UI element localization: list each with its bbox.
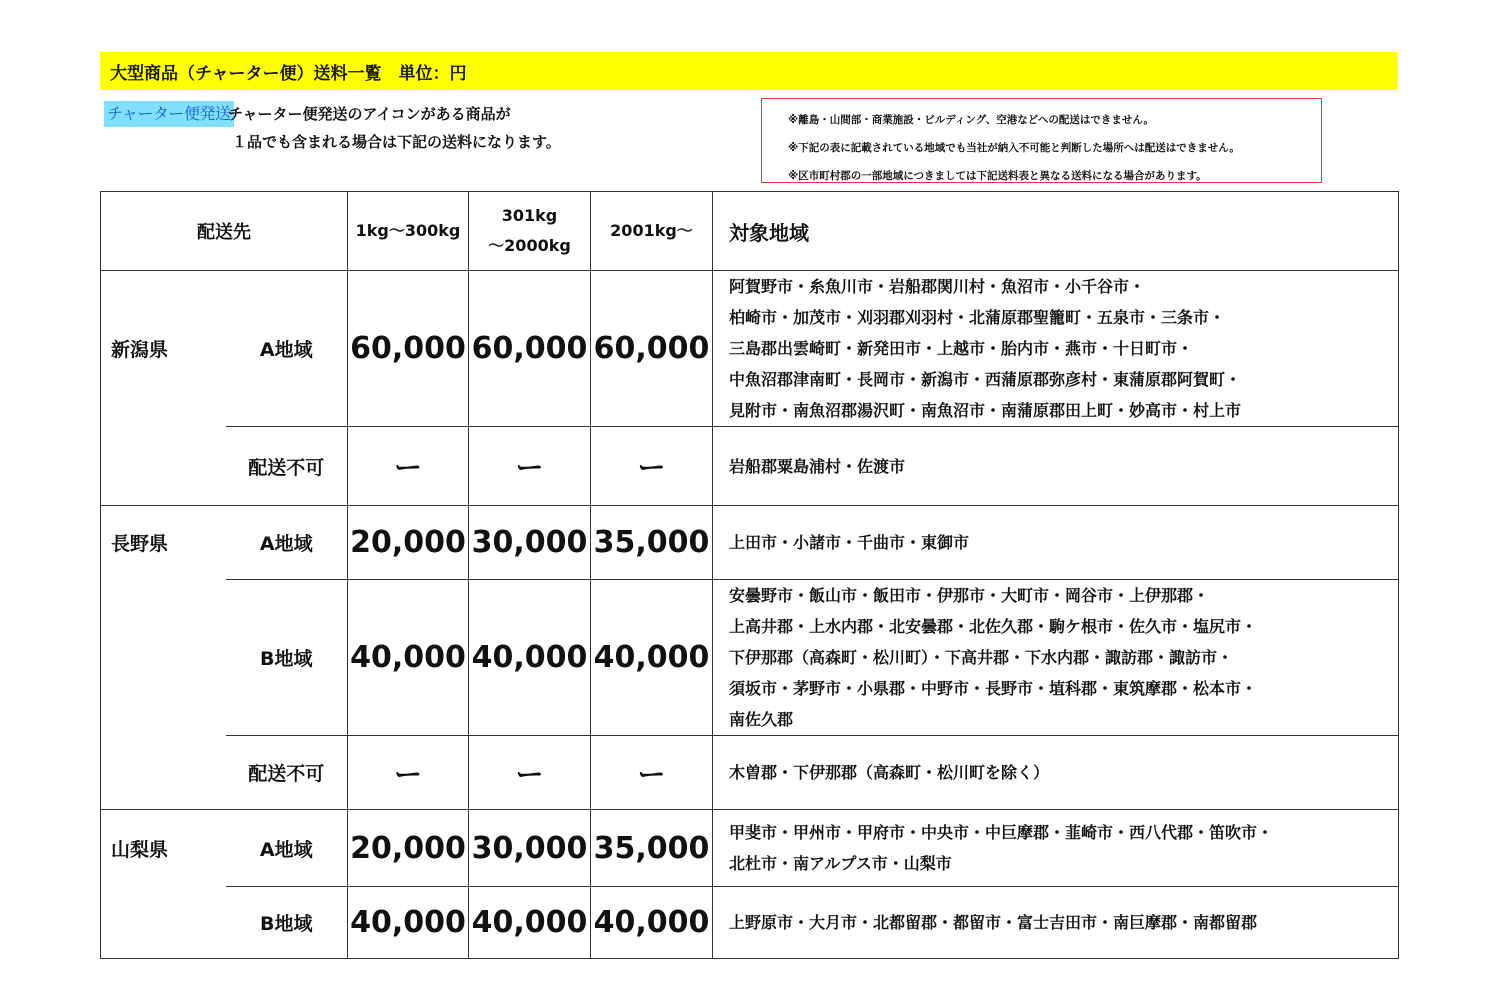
table-row	[101, 887, 1399, 959]
header-dest: 配送先	[101, 192, 348, 271]
area-line: 上野原市・大月市・北都留郡・都留市・富士吉田市・南巨摩郡・南都留郡	[729, 913, 1258, 932]
zone-label: A地域	[226, 506, 348, 580]
table-row	[101, 506, 1399, 580]
price-cell: 40,000	[348, 887, 469, 959]
charter-badge: チャーター便発送	[104, 101, 234, 127]
intro-line-1: チャーター便発送のアイコンがある商品が	[228, 105, 511, 123]
area-line: 見附市・南魚沼郡湯沢町・南魚沼市・南蒲原郡田上町・妙高市・村上市	[729, 401, 1242, 420]
areas-cell	[713, 736, 1399, 810]
area-line: 上高井郡・上水内郡・北安曇郡・北佐久郡・駒ケ根市・佐久市・塩尻市・	[729, 617, 1258, 636]
area-line: 南佐久郡	[729, 710, 794, 729]
area-line: 甲斐市・甲州市・甲府市・中央市・中巨摩郡・韮崎市・西八代郡・笛吹市・	[729, 823, 1274, 842]
area-line: 上田市・小諸市・千曲市・東御市	[729, 533, 970, 552]
note-2: ※下記の表に記載されている地域でも当社が納入不可能と判断した場所へは配送はできません。	[788, 142, 1240, 154]
table-row	[101, 271, 1399, 427]
areas-cell	[713, 887, 1399, 959]
header-weight-2a: 301kg	[501, 206, 558, 225]
pref-spacer	[101, 736, 226, 810]
pref-spacer	[101, 580, 226, 736]
intro-line-2: １品でも含まれる場合は下記の送料になります。	[232, 133, 561, 151]
area-line: 岩船郡粟島浦村・佐渡市	[729, 456, 906, 476]
page-title	[100, 52, 1397, 90]
price-cell: 35,000	[591, 506, 713, 580]
area-line: 中魚沼郡津南町・長岡市・新潟市・西蒲原郡弥彦村・東蒲原郡阿賀町・	[729, 370, 1242, 389]
header-weight-1: 1kg～300kg	[348, 192, 469, 271]
area-line: 柏崎市・加茂市・刈羽郡刈羽村・北蒲原郡聖籠町・五泉市・三条市・	[729, 308, 1226, 327]
area-line: 木曽郡・下伊那郡（高森町・松川町を除く）	[729, 763, 1050, 782]
areas-cell	[713, 580, 1399, 736]
price-cell: 40,000	[591, 887, 713, 959]
price-cell: 40,000	[469, 580, 591, 736]
price-cell: 20,000	[348, 810, 469, 887]
price-cell: 40,000	[348, 580, 469, 736]
price-cell: 40,000	[591, 580, 713, 736]
price-cell: ー	[469, 427, 591, 506]
price-cell: 60,000	[348, 271, 469, 427]
area-line: 下伊那郡（高森町・松川町）・下高井郡・下水内郡・諏訪郡・諏訪市・	[729, 648, 1234, 667]
price-cell: 30,000	[469, 506, 591, 580]
table-row	[101, 427, 1399, 506]
zone-label: B地域	[226, 580, 348, 736]
pref-niigata: 新潟県	[101, 271, 226, 427]
price-cell: 30,000	[469, 810, 591, 887]
notes-box	[761, 98, 1322, 183]
header-weight-2b: ～2000kg	[488, 236, 571, 255]
zone-label: 配送不可	[226, 736, 348, 810]
note-1: ※離島・山間部・商業施設・ビルディング、空港などへの配送はできません。	[788, 114, 1154, 126]
area-line: 阿賀野市・糸魚川市・岩船郡関川村・魚沼市・小千谷市・	[729, 277, 1146, 296]
page-title-text: 大型商品（チャーター便）送料一覧 単位：円	[110, 63, 467, 84]
header-weight-2	[469, 192, 591, 271]
area-line: 北杜市・南アルプス市・山梨市	[729, 854, 952, 873]
price-cell: ー	[348, 427, 469, 506]
pref-yamanashi: 山梨県	[101, 810, 226, 887]
price-cell: 60,000	[469, 271, 591, 427]
price-cell: ー	[469, 736, 591, 810]
header-areas: 対象地域	[713, 192, 1399, 271]
price-cell: 40,000	[469, 887, 591, 959]
areas-cell	[713, 506, 1399, 580]
areas-cell	[713, 810, 1399, 887]
areas-cell	[713, 427, 1399, 506]
zone-label: A地域	[226, 271, 348, 427]
zone-label: A地域	[226, 810, 348, 887]
table-row	[101, 810, 1399, 887]
pref-nagano: 長野県	[101, 506, 226, 580]
table-row	[101, 580, 1399, 736]
price-cell: ー	[348, 736, 469, 810]
shipping-rate-table	[100, 191, 1399, 959]
zone-label: 配送不可	[226, 427, 348, 506]
areas-cell	[713, 271, 1399, 427]
price-cell: 20,000	[348, 506, 469, 580]
zone-label: B地域	[226, 887, 348, 959]
intro-text	[228, 100, 561, 156]
area-line: 安曇野市・飯山市・飯田市・伊那市・大町市・岡谷市・上伊那郡・	[729, 586, 1210, 605]
price-cell: ー	[591, 736, 713, 810]
pref-spacer	[101, 887, 226, 959]
price-cell: ー	[591, 427, 713, 506]
price-cell: 35,000	[591, 810, 713, 887]
table-header-row	[101, 192, 1399, 271]
area-line: 三島郡出雲崎町・新発田市・上越市・胎内市・燕市・十日町市・	[729, 339, 1194, 358]
pref-spacer	[101, 427, 226, 506]
price-cell: 60,000	[591, 271, 713, 427]
area-line: 須坂市・茅野市・小県郡・中野市・長野市・埴科郡・東筑摩郡・松本市・	[729, 679, 1258, 698]
note-3: ※区市町村郡の一部地域につきましては下記送料表と異なる送料になる場合があります。	[788, 170, 1207, 182]
table-row	[101, 736, 1399, 810]
header-weight-3: 2001kg～	[591, 192, 713, 271]
